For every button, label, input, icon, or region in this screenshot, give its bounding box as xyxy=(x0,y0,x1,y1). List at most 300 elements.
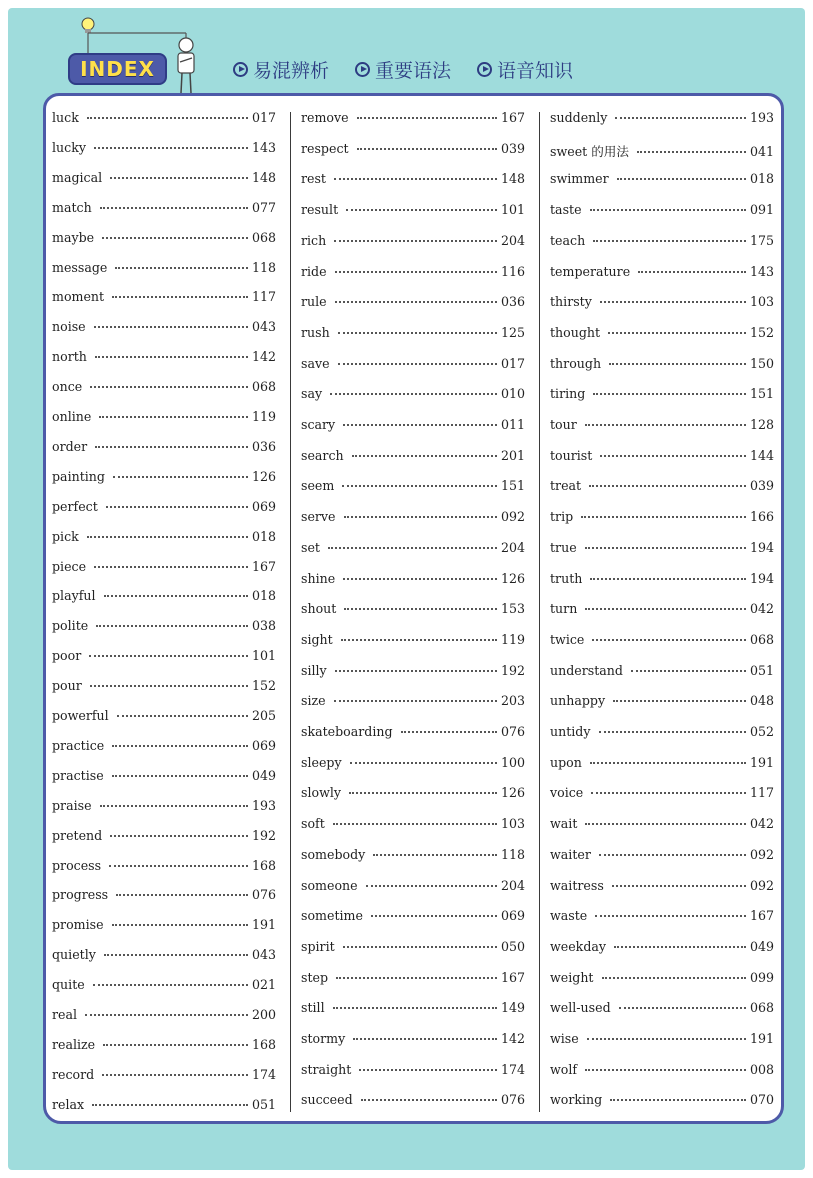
entry-word: powerful xyxy=(52,708,109,723)
index-column-3 xyxy=(550,104,774,1116)
entry-word: pour xyxy=(52,678,82,694)
entry-page-number: 143 xyxy=(749,263,774,279)
index-entry xyxy=(301,632,525,647)
index-entry xyxy=(52,798,276,813)
entry-page-number: 194 xyxy=(749,570,774,586)
index-entry xyxy=(52,887,276,902)
entry-word: quite xyxy=(52,977,85,993)
entry-page-number: 049 xyxy=(749,938,774,954)
entry-word: save xyxy=(301,355,330,371)
index-entry xyxy=(301,509,525,524)
dot-leader xyxy=(89,655,248,657)
entry-word: temperature xyxy=(550,263,631,279)
index-entry xyxy=(52,559,276,574)
index-entry xyxy=(301,571,525,586)
entry-page-number: 149 xyxy=(500,1000,525,1016)
entry-page-number: 049 xyxy=(251,767,276,783)
dot-leader xyxy=(104,954,248,956)
index-entry xyxy=(301,264,525,279)
entry-word: record xyxy=(52,1066,95,1082)
entry-word: thirsty xyxy=(550,294,592,310)
entry-word: still xyxy=(301,1000,325,1016)
entry-word: real xyxy=(52,1007,78,1022)
index-entry xyxy=(52,379,276,394)
entry-word: sight xyxy=(301,631,333,647)
entry-word: waste xyxy=(550,908,588,924)
dot-leader xyxy=(600,455,746,457)
entry-word: skateboarding xyxy=(301,724,393,739)
entry-page-number: 142 xyxy=(251,349,276,365)
index-entry xyxy=(52,469,276,484)
index-entry xyxy=(301,1031,525,1046)
entry-page-number: 168 xyxy=(251,1036,276,1052)
entry-page-number: 150 xyxy=(749,355,774,371)
entry-word: wolf xyxy=(550,1061,578,1077)
entry-page-number: 126 xyxy=(251,468,276,484)
entry-page-number: 167 xyxy=(749,908,774,924)
entry-word: swimmer xyxy=(550,171,609,187)
dot-leader xyxy=(343,424,497,426)
entry-word: practice xyxy=(52,737,105,753)
index-entry xyxy=(52,260,276,275)
entry-word: pick xyxy=(52,528,79,544)
index-entry xyxy=(301,724,525,739)
dot-leader xyxy=(371,915,497,917)
entry-word: silly xyxy=(301,662,327,678)
index-entry xyxy=(52,917,276,932)
index-entry xyxy=(550,785,774,800)
entry-word: sleepy xyxy=(301,754,342,770)
index-entry xyxy=(301,970,525,985)
dot-leader xyxy=(90,386,248,388)
entry-page-number: 118 xyxy=(251,259,276,275)
entry-word: wise xyxy=(550,1031,579,1046)
index-entry xyxy=(550,724,774,739)
entry-page-number: 174 xyxy=(500,1061,525,1077)
index-entry xyxy=(52,738,276,753)
entry-page-number: 126 xyxy=(500,785,525,801)
entry-page-number: 192 xyxy=(500,662,525,678)
entry-word: twice xyxy=(550,631,585,647)
entry-page-number: 050 xyxy=(500,938,525,954)
index-entry xyxy=(301,325,525,340)
entry-page-number: 201 xyxy=(500,447,525,463)
dot-leader xyxy=(338,332,497,334)
index-entry xyxy=(52,977,276,992)
index-entry xyxy=(52,828,276,843)
category-confusable-words xyxy=(233,56,329,82)
entry-page-number: 038 xyxy=(251,618,276,634)
dot-leader xyxy=(336,977,497,979)
entry-word: moment xyxy=(52,289,105,305)
entry-word: set xyxy=(301,539,320,555)
index-entry xyxy=(550,755,774,770)
dot-leader xyxy=(112,745,248,747)
entry-word: well-used xyxy=(550,1000,611,1016)
entry-page-number: 116 xyxy=(500,263,525,279)
index-entry xyxy=(301,878,525,893)
entry-word: praise xyxy=(52,797,92,813)
index-entry xyxy=(52,648,276,663)
index-entry xyxy=(550,970,774,985)
dot-leader xyxy=(96,625,248,627)
dot-leader xyxy=(95,446,248,448)
index-entry xyxy=(52,230,276,245)
dot-leader xyxy=(106,506,248,508)
dot-leader xyxy=(110,177,248,179)
dot-leader xyxy=(103,1044,248,1046)
index-entry xyxy=(301,847,525,862)
index-entry xyxy=(301,1000,525,1015)
dot-leader xyxy=(341,639,497,641)
index-entry xyxy=(301,356,525,371)
index-entry xyxy=(550,356,774,371)
entry-word: rest xyxy=(301,171,326,187)
dot-leader xyxy=(92,1104,248,1106)
dot-leader xyxy=(602,977,746,979)
index-column-1 xyxy=(52,104,276,1116)
dot-leader xyxy=(612,885,746,887)
entry-page-number: 101 xyxy=(251,648,276,664)
index-entry xyxy=(52,319,276,334)
index-entry xyxy=(550,478,774,493)
entry-page-number: 017 xyxy=(500,355,525,371)
index-entry xyxy=(550,171,774,186)
entry-word: step xyxy=(301,969,329,985)
index-entry xyxy=(550,540,774,555)
entry-word: soft xyxy=(301,816,325,832)
entry-page-number: 069 xyxy=(500,908,525,924)
dot-leader xyxy=(328,547,497,549)
category-legend xyxy=(233,56,573,82)
entry-page-number: 042 xyxy=(749,816,774,832)
dot-leader xyxy=(335,271,497,273)
entry-word: tiring xyxy=(550,386,586,402)
entry-page-number: 068 xyxy=(749,1000,774,1016)
entry-word: lucky xyxy=(52,139,86,155)
entry-word: quietly xyxy=(52,947,96,963)
index-entry xyxy=(52,708,276,723)
entry-word: tour xyxy=(550,417,577,432)
index-entry xyxy=(301,294,525,309)
index-entry xyxy=(301,663,525,678)
entry-page-number: 070 xyxy=(749,1092,774,1108)
entry-word: perfect xyxy=(52,498,98,514)
index-entry xyxy=(301,693,525,708)
entry-word: slowly xyxy=(301,785,341,801)
dot-leader xyxy=(95,356,248,358)
index-entry xyxy=(52,768,276,783)
entry-word: polite xyxy=(52,618,89,634)
dot-leader xyxy=(85,1014,248,1016)
entry-page-number: 092 xyxy=(749,846,774,862)
index-entry xyxy=(52,289,276,304)
index-entry xyxy=(550,1031,774,1046)
dot-leader xyxy=(334,700,497,702)
dot-leader xyxy=(344,608,497,610)
entry-page-number: 018 xyxy=(251,588,276,604)
index-entry xyxy=(301,540,525,555)
entry-page-number: 092 xyxy=(500,509,525,525)
dot-leader xyxy=(591,792,746,794)
dot-leader xyxy=(599,731,746,733)
entry-page-number: 018 xyxy=(251,528,276,544)
index-entry xyxy=(52,858,276,873)
entry-page-number: 193 xyxy=(749,110,774,125)
dot-leader xyxy=(343,578,497,580)
entry-page-number: 101 xyxy=(500,202,525,218)
dot-leader xyxy=(585,608,746,610)
index-entry xyxy=(52,678,276,693)
entry-word: sweet 的用法 xyxy=(550,143,629,159)
dot-leader xyxy=(585,823,746,825)
dot-leader xyxy=(595,915,746,917)
index-entry xyxy=(550,202,774,217)
index-entry xyxy=(301,386,525,401)
dot-leader xyxy=(593,240,746,242)
index-entry xyxy=(52,1097,276,1112)
entry-word: pretend xyxy=(52,827,103,843)
entry-word: trip xyxy=(550,509,574,525)
entry-page-number: 151 xyxy=(500,478,525,494)
index-entry xyxy=(52,588,276,603)
dot-leader xyxy=(90,685,248,687)
index-entry xyxy=(550,325,774,340)
entry-word: truth xyxy=(550,570,583,586)
entry-page-number: 191 xyxy=(749,754,774,770)
entry-word: remove xyxy=(301,110,349,125)
index-entry xyxy=(52,110,276,125)
entry-page-number: 144 xyxy=(749,447,774,463)
entry-word: say xyxy=(301,386,323,402)
index-entry xyxy=(52,170,276,185)
dot-leader xyxy=(343,946,497,948)
entry-word: order xyxy=(52,438,88,454)
entry-word: result xyxy=(301,202,339,218)
entry-word: message xyxy=(52,259,108,275)
entry-page-number: 010 xyxy=(500,386,525,402)
index-entry xyxy=(301,110,525,125)
dot-leader xyxy=(609,363,746,365)
play-circle-icon xyxy=(477,62,492,77)
entry-page-number: 100 xyxy=(500,754,525,770)
entry-page-number: 036 xyxy=(251,438,276,454)
entry-word: respect xyxy=(301,140,349,156)
dot-leader xyxy=(104,595,248,597)
play-circle-icon xyxy=(355,62,370,77)
entry-word: taste xyxy=(550,202,582,218)
dot-leader xyxy=(334,240,497,242)
index-entry xyxy=(52,1007,276,1022)
entry-page-number: 204 xyxy=(500,877,525,893)
index-entry xyxy=(550,939,774,954)
entry-word: rule xyxy=(301,294,327,310)
entry-page-number: 152 xyxy=(251,678,276,694)
entry-word: size xyxy=(301,693,326,709)
dot-leader xyxy=(87,536,248,538)
dot-leader xyxy=(330,393,497,395)
entry-word: voice xyxy=(550,785,584,801)
entry-page-number: 051 xyxy=(251,1096,276,1112)
entry-word: somebody xyxy=(301,846,366,862)
dot-leader xyxy=(110,835,248,837)
dot-leader xyxy=(342,485,497,487)
entry-page-number: 068 xyxy=(251,379,276,395)
entry-page-number: 103 xyxy=(500,816,525,832)
dot-leader xyxy=(590,578,746,580)
index-entry xyxy=(550,663,774,678)
dot-leader xyxy=(100,805,248,807)
entry-page-number: 191 xyxy=(251,917,276,933)
entry-page-number: 167 xyxy=(500,969,525,985)
index-entry xyxy=(52,947,276,962)
entry-page-number: 051 xyxy=(749,662,774,678)
index-entry xyxy=(52,529,276,544)
index-entry xyxy=(52,349,276,364)
index-entry xyxy=(52,409,276,424)
entry-page-number: 205 xyxy=(251,708,276,723)
index-entry xyxy=(52,140,276,155)
column-divider xyxy=(290,112,291,1112)
entry-page-number: 076 xyxy=(500,1092,525,1108)
entry-page-number: 069 xyxy=(251,498,276,514)
dot-leader xyxy=(115,267,248,269)
index-entry xyxy=(301,417,525,432)
entry-page-number: 042 xyxy=(749,601,774,617)
entry-word: wait xyxy=(550,816,578,832)
entry-page-number: 126 xyxy=(500,570,525,586)
dot-leader xyxy=(338,363,497,365)
entry-page-number: 036 xyxy=(500,294,525,310)
index-badge xyxy=(68,53,167,85)
entry-word: search xyxy=(301,447,344,463)
entry-word: rich xyxy=(301,232,327,248)
dot-leader xyxy=(585,424,746,426)
dot-leader xyxy=(357,117,497,119)
entry-page-number: 091 xyxy=(749,202,774,218)
dot-leader xyxy=(615,117,746,119)
dot-leader xyxy=(608,332,746,334)
index-entry xyxy=(301,908,525,923)
entry-word: scary xyxy=(301,417,336,432)
index-entry xyxy=(550,632,774,647)
entry-page-number: 039 xyxy=(500,140,525,156)
entry-page-number: 128 xyxy=(749,417,774,432)
entry-word: realize xyxy=(52,1036,96,1052)
dot-leader xyxy=(344,516,497,518)
entry-page-number: 018 xyxy=(749,171,774,187)
entry-page-number: 203 xyxy=(500,693,525,709)
entry-word: seem xyxy=(301,478,335,494)
dot-leader xyxy=(99,416,248,418)
dot-leader xyxy=(94,566,248,568)
entry-word: suddenly xyxy=(550,110,608,125)
dot-leader xyxy=(585,1069,746,1071)
entry-word: succeed xyxy=(301,1092,353,1108)
index-entry xyxy=(301,1092,525,1107)
entry-page-number: 119 xyxy=(500,631,525,647)
dot-leader xyxy=(599,854,746,856)
dot-leader xyxy=(334,178,497,180)
dot-leader xyxy=(93,984,248,986)
index-entry xyxy=(301,141,525,156)
dot-leader xyxy=(353,1038,497,1040)
entry-word: treat xyxy=(550,478,582,494)
entry-page-number: 152 xyxy=(749,324,774,340)
entry-page-number: 068 xyxy=(251,229,276,245)
index-entry xyxy=(550,264,774,279)
entry-word: progress xyxy=(52,887,109,903)
dot-leader xyxy=(637,151,746,153)
dot-leader xyxy=(589,485,746,487)
dot-leader xyxy=(617,178,746,180)
index-entry xyxy=(550,294,774,309)
entry-word: luck xyxy=(52,110,79,125)
dot-leader xyxy=(373,854,497,856)
index-entry xyxy=(301,478,525,493)
index-entry xyxy=(52,200,276,215)
dot-leader xyxy=(610,1099,746,1101)
entry-page-number: 148 xyxy=(251,169,276,185)
entry-page-number: 068 xyxy=(749,631,774,647)
entry-word: someone xyxy=(301,877,358,893)
entry-page-number: 041 xyxy=(749,143,774,159)
entry-word: north xyxy=(52,349,87,365)
entry-word: playful xyxy=(52,588,96,604)
entry-word: waiter xyxy=(550,846,591,862)
entry-word: noise xyxy=(52,319,86,335)
category-label: 易混辨析 xyxy=(253,59,330,82)
entry-word: teach xyxy=(550,232,586,248)
dot-leader xyxy=(366,885,497,887)
index-entry xyxy=(550,110,774,125)
entry-page-number: 069 xyxy=(251,737,276,753)
entry-word: process xyxy=(52,857,102,873)
category-phonetics xyxy=(477,56,573,82)
entry-page-number: 192 xyxy=(251,827,276,843)
dot-leader xyxy=(112,924,248,926)
dot-leader xyxy=(335,301,497,303)
entry-page-number: 153 xyxy=(500,601,525,617)
entry-word: through xyxy=(550,355,602,371)
dot-leader xyxy=(359,1069,497,1071)
index-entry xyxy=(550,693,774,708)
index-entry xyxy=(550,1092,774,1107)
entry-word: once xyxy=(52,379,83,395)
dot-leader xyxy=(593,393,746,395)
dot-leader xyxy=(109,865,248,867)
dot-leader xyxy=(112,296,248,298)
index-entry xyxy=(301,171,525,186)
entry-page-number: 118 xyxy=(500,846,525,862)
entry-word: match xyxy=(52,199,92,215)
entry-page-number: 043 xyxy=(251,947,276,963)
index-entry xyxy=(550,601,774,616)
entry-page-number: 048 xyxy=(749,693,774,709)
entry-word: painting xyxy=(52,468,105,484)
dot-leader xyxy=(614,946,746,948)
entry-page-number: 166 xyxy=(749,509,774,525)
entry-page-number: 143 xyxy=(251,139,276,155)
entry-word: tourist xyxy=(550,447,593,463)
entry-page-number: 204 xyxy=(500,232,525,248)
entry-word: serve xyxy=(301,509,336,525)
entry-word: rush xyxy=(301,324,330,340)
entry-word: turn xyxy=(550,601,578,617)
dot-leader xyxy=(102,237,248,239)
index-entry xyxy=(301,233,525,248)
dot-leader xyxy=(100,207,248,209)
